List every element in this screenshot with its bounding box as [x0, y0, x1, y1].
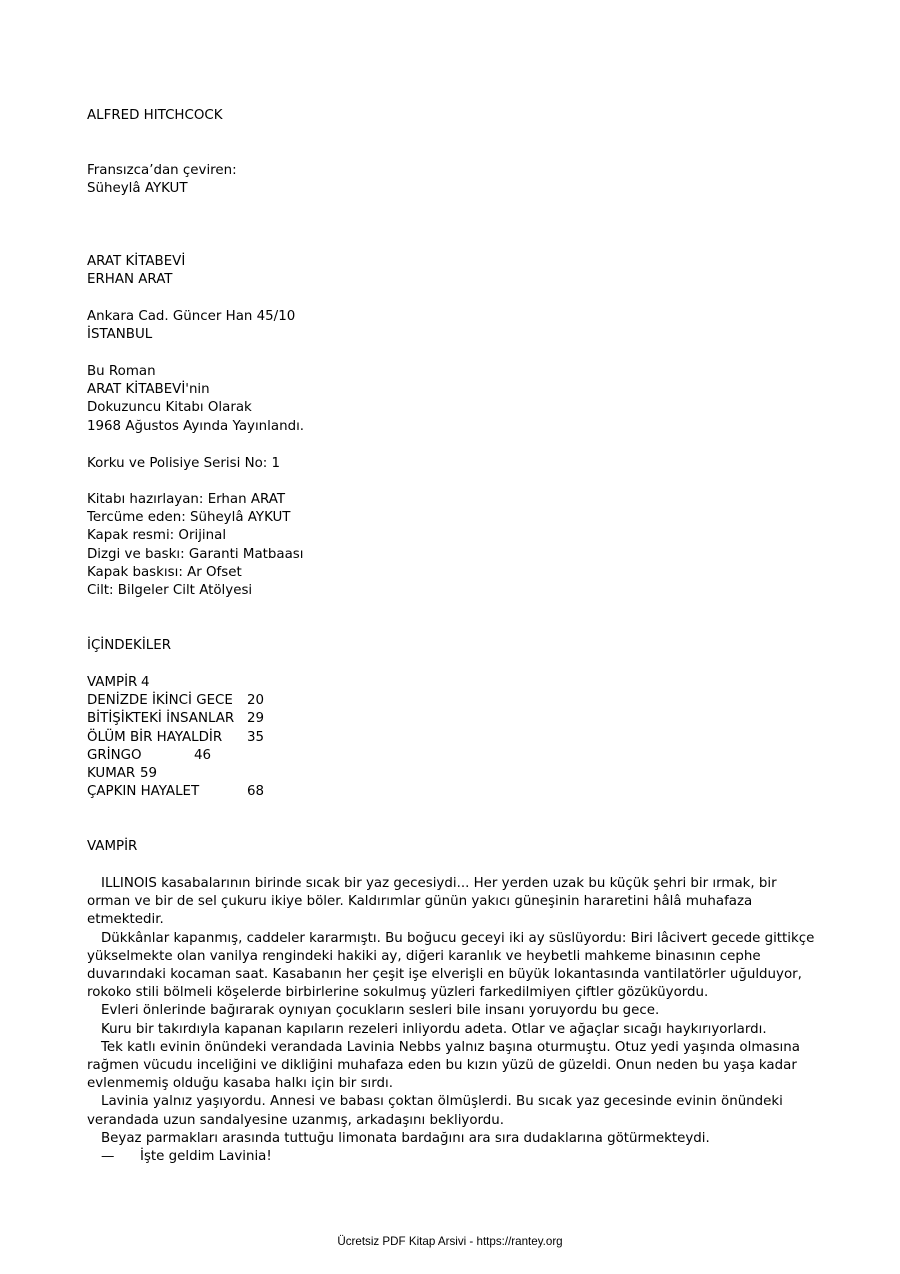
- toc-entry-title: ÖLÜM BİR HAYALDİR: [87, 729, 223, 745]
- publication-line: Bu Roman: [87, 364, 156, 379]
- dialogue-text: İşte geldim Lavinia!: [140, 1149, 272, 1165]
- toc-entry-title: DENİZDE İKİNCİ GECE: [87, 693, 233, 709]
- dialogue-line: [87, 1148, 815, 1166]
- credit-line: Kapak resmi: Orijinal: [87, 528, 227, 544]
- address-street: Ankara Cad. Güncer Han 45/10: [87, 309, 296, 324]
- translator-name: Süheylâ AYKUT: [87, 181, 188, 197]
- toc-entry-page: 20: [247, 693, 265, 709]
- author-block: [87, 107, 817, 125]
- toc-entry: [87, 783, 817, 801]
- chapter-title-block: [87, 838, 817, 856]
- body-paragraph: Beyaz parmakları arasında tuttuğu limonata bardağını ara sıra dudaklarına götürmekteydi.: [101, 1130, 710, 1146]
- body-paragraph: Evleri önlerinde bağırarak oynıyan çocukların sesleri bile insanı yoruyordu bu gece.: [101, 1003, 660, 1019]
- toc-entry-page: 4: [141, 675, 150, 690]
- address-city: İSTANBUL: [87, 327, 153, 343]
- toc-heading: İÇİNDEKİLER: [87, 638, 171, 653]
- publication-line: ARAT KİTABEVİ'nin: [87, 382, 210, 398]
- publisher-block: [87, 253, 817, 289]
- publication-line: 1968 Ağustos Ayında Yayınlandı.: [87, 418, 305, 434]
- publisher-owner: ERHAN ARAT: [87, 272, 173, 288]
- body-paragraph: Kuru bir takırdıyla kapanan kapıların rezeleri inliyordu adeta. Otlar ve ağaçlar sıcağı haykırıyorlardı.: [101, 1021, 767, 1037]
- table-of-contents: [87, 674, 817, 801]
- translator-label: Fransızca’dan çeviren:: [87, 163, 237, 178]
- toc-entry: [87, 765, 817, 783]
- toc-entry: [87, 710, 817, 728]
- credit-line: Kitabı hazırlayan: Erhan ARAT: [87, 492, 286, 507]
- series-label: Korku ve Polisiye Serisi No: 1: [87, 456, 281, 471]
- dialogue-dash: —: [101, 1149, 115, 1165]
- credit-line: Tercüme eden: Süheylâ AYKUT: [87, 510, 291, 526]
- toc-entry: [87, 674, 817, 692]
- toc-entry-page: 59: [140, 765, 158, 781]
- credit-line: Dizgi ve baskı: Garanti Matbaası: [87, 546, 304, 562]
- toc-entry: [87, 747, 817, 765]
- address-block: [87, 308, 817, 344]
- toc-entry-page: 29: [247, 711, 265, 727]
- toc-entry-page: 46: [194, 747, 212, 763]
- credit-line: Kapak baskısı: Ar Ofset: [87, 564, 242, 580]
- author-name: ALFRED HITCHCOCK: [87, 108, 223, 123]
- toc-entry-page: 35: [247, 729, 265, 745]
- toc-entry-title: VAMPİR: [87, 675, 138, 690]
- toc-entry-title: BİTİŞİKTEKİ İNSANLAR: [87, 711, 235, 727]
- toc-entry: [87, 729, 817, 747]
- body-paragraph: Tek katlı evinin önündeki verandada Lavinia Nebbs yalnız başına oturmuştu. Otuz yedi yaşında olmasına rağmen vücudu inceliğini ve dikliğini muhafaza eden bu kızın yüzü de güzeldi. Onun neden bu yaşa kadar evlenmemiş olduğu kasaba halkı için bir sırdı.: [87, 1039, 800, 1092]
- credit-line: Cilt: Bilgeler Cilt Atölyesi: [87, 583, 253, 599]
- body-paragraph: ILLINOIS kasabalarının birinde sıcak bir yaz gecesiydi... Her yerden uzak bu küçük şehri bir ırmak, bir orman ve bir de sel çukuru ikiye böler. Kaldırımlar günün yakıcı güneşinin hararetini hâlâ muhafaza etmektedir.: [87, 876, 777, 928]
- publication-block: [87, 363, 817, 436]
- credits-block: [87, 491, 817, 600]
- publisher-name: ARAT KİTABEVİ: [87, 254, 186, 269]
- chapter-title: VAMPİR: [87, 839, 138, 854]
- toc-heading-block: [87, 637, 817, 655]
- translator-block: [87, 162, 817, 198]
- series-block: [87, 455, 817, 473]
- toc-entry-title: ÇAPKIN HAYALET: [87, 784, 200, 800]
- publication-line: Dokuzuncu Kitabı Olarak: [87, 400, 252, 416]
- body-paragraph: Dükkânlar kapanmış, caddeler kararmıştı. Bu boğucu geceyi iki ay süslüyordu: Biri lâcivert gecede gittikçe yükselmekte olan vanilya rengindeki hakiki ay, diğeri karanlık ve heybetli mahkeme binasının cephe duvarındaki kocaman saat. Kasabanın her çeşit işe elverişli en büyük lokantasında vantilatörler uğulduyor, rokoko stili bölmeli köşelerde birbirlerine sokulmuş yüzleri farkedilmiyen çiftler gözüküyordu.: [87, 930, 815, 1001]
- toc-entry-title: GRİNGO: [87, 747, 142, 763]
- toc-entry-title: KUMAR: [87, 765, 136, 781]
- body-paragraph: Lavinia yalnız yaşıyordu. Annesi ve babası çoktan ölmüşlerdi. Bu sıcak yaz gecesinde evinin önündeki verandada uzun sandalyesine uzanmış, arkadaşını bekliyordu.: [87, 1094, 783, 1128]
- toc-entry: [87, 692, 817, 710]
- footer-credit: Ücretsiz PDF Kitap Arsivi - https://rantey.org: [337, 1235, 563, 1248]
- toc-entry-page: 68: [247, 784, 265, 800]
- chapter-body: [87, 875, 815, 1166]
